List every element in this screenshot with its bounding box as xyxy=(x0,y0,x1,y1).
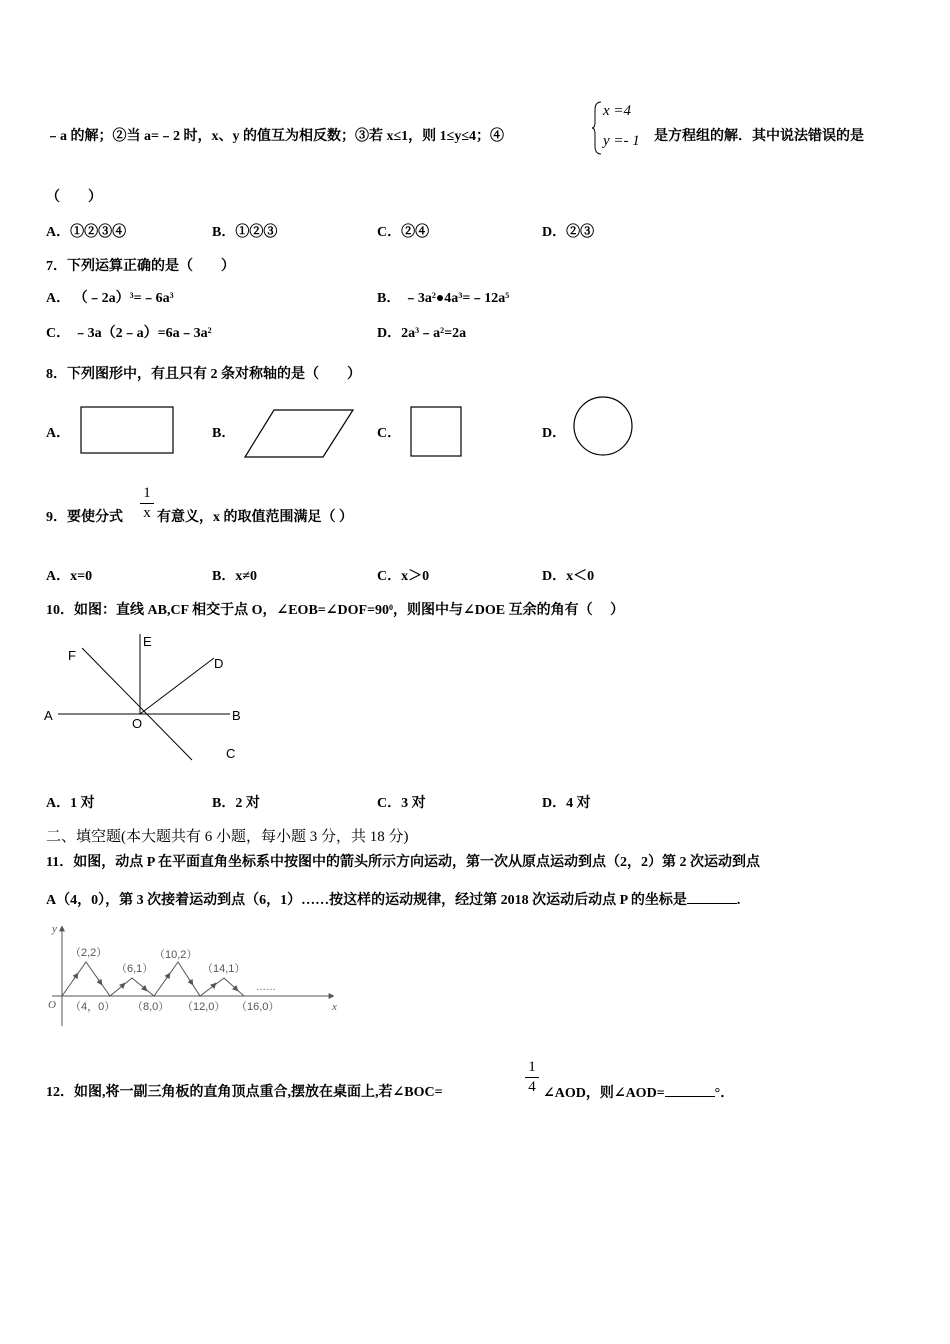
q10-option-b: B．2 对 xyxy=(212,796,260,811)
q9-option-c: C．x＞0 xyxy=(377,569,430,584)
q11-point-14-1: （14,1） xyxy=(202,963,246,975)
q11-ellipsis: …… xyxy=(256,982,276,993)
q8-parallelogram-figure xyxy=(244,409,356,459)
q6-option-c: C．②④ xyxy=(377,225,430,240)
q11-point-16-0: （16,0） xyxy=(236,1001,280,1013)
q7-option-b: B． $﹣3a^2●4a^3=﹣12a^5$ xyxy=(377,291,510,306)
q10-label-A: A xyxy=(44,708,53,723)
q11-motion-figure xyxy=(44,922,344,1028)
q10-option-a: A．1 对 xyxy=(46,796,95,811)
q9-option-b: B．x≠0 xyxy=(212,569,258,584)
q6-text-after: 是方程组的解．其中说法错误的是 xyxy=(654,129,864,144)
q7-option-d: D．$2a^3﹣a^2=2a$ xyxy=(377,326,467,341)
section2-title: 二、填空题(本大题共有 6 小题，每小题 3 分，共 18 分) xyxy=(46,829,409,845)
q8-label-b: B． xyxy=(212,426,236,441)
q11-line2: A（4，0），第 3 次接着运动到点（6，1）……按这样的运动规律，经过第 2018 次运动后动点 P 的坐标是 . xyxy=(46,893,741,908)
q11-line1: 11．如图，动点 P 在平面直角坐标系中按图中的箭头所示方向运动，第一次从原点运动到点（2，2）第 2 次运动到点 xyxy=(46,855,761,870)
q9-stem-after: 有意义，x 的取值范围满足（ ） xyxy=(157,510,353,525)
q8-label-d: D． xyxy=(542,426,567,441)
q10-label-F: F xyxy=(68,648,76,663)
q6-option-d: D．②③ xyxy=(542,225,595,240)
q10-label-B: B xyxy=(232,708,241,723)
q9-frac-num: 1 xyxy=(143,485,151,501)
q7-option-a: A． $(﹣2a)^3=﹣6a^3$ xyxy=(46,291,174,306)
q8-stem: 8．下列图形中，有且只有 2 条对称轴的是（ ） xyxy=(46,367,361,382)
q7-stem: 7．下列运算正确的是（ ） xyxy=(46,259,235,274)
q12-answer-blank[interactable] xyxy=(665,1086,715,1097)
q6-system-x: x =4 xyxy=(603,103,632,119)
q6-paren: （ ） xyxy=(46,190,102,205)
q11-point-6-1: （6,1） xyxy=(116,963,154,975)
q8-rectangle-figure xyxy=(80,406,176,456)
q12-frac-den: 4 xyxy=(528,1079,536,1095)
q6-brace xyxy=(591,100,603,156)
q11-point-4-0: （4，0） xyxy=(70,1001,116,1013)
q11-answer-blank[interactable] xyxy=(687,893,737,904)
q7-option-c: C． $﹣3a(2﹣a)=6a﹣3a^2$ xyxy=(46,326,212,341)
q8-label-c: C． xyxy=(377,426,402,441)
q10-label-E: E xyxy=(143,634,152,649)
q11-point-12-0: （12,0） xyxy=(182,1001,226,1013)
q6-system-y: y =- 1 xyxy=(603,133,640,149)
q10-lines-figure xyxy=(40,628,260,768)
q11-y-label: y xyxy=(52,923,57,935)
q8-label-a: A． xyxy=(46,426,71,441)
q9-frac-den: x xyxy=(143,505,151,521)
q10-option-d: D．4 对 xyxy=(542,796,591,811)
q12-stem-before: 12．如图,将一副三角板的直角顶点重合,摆放在桌面上,若∠BOC= xyxy=(46,1085,443,1100)
q11-origin-label: O xyxy=(48,999,56,1011)
q11-point-8-0: （8,0） xyxy=(132,1001,170,1013)
q10-label-D: D xyxy=(214,656,224,671)
q10-label-C: C xyxy=(226,746,236,761)
q9-option-d: D．x＜0 xyxy=(542,569,595,584)
q8-square-figure xyxy=(410,406,464,458)
q6-option-b: B．①②③ xyxy=(212,225,278,240)
q9-stem-before: 9．要使分式 xyxy=(46,510,123,525)
q12-frac-num: 1 xyxy=(528,1059,536,1075)
q6-text-before: ﹣a 的解；②当 a=﹣2 时，x、y 的值互为相反数；③若 x≤1，则 1≤y≤4；④ xyxy=(46,129,505,144)
q9-option-a: A．x=0 xyxy=(46,569,93,584)
q11-x-label: x xyxy=(332,1001,337,1013)
q12-fraction xyxy=(525,1060,539,1095)
q8-circle-figure xyxy=(572,396,636,458)
q11-point-10-2: （10,2） xyxy=(154,949,198,961)
q10-label-O: O xyxy=(132,716,143,731)
q12-stem-rest: ∠AOD，则∠AOD= °． xyxy=(543,1086,735,1101)
q6-option-a: A．①②③④ xyxy=(46,225,127,240)
q9-fraction xyxy=(140,486,154,521)
q11-point-2-2: （2,2） xyxy=(70,947,108,959)
q10-stem: 10．如图：直线 AB,CF 相交于点 O，$\angle EOB=\angle DOF=90^0$，则图中与∠DOE 互余的角有（ ） xyxy=(46,603,625,618)
q10-option-c: C．3 对 xyxy=(377,796,426,811)
